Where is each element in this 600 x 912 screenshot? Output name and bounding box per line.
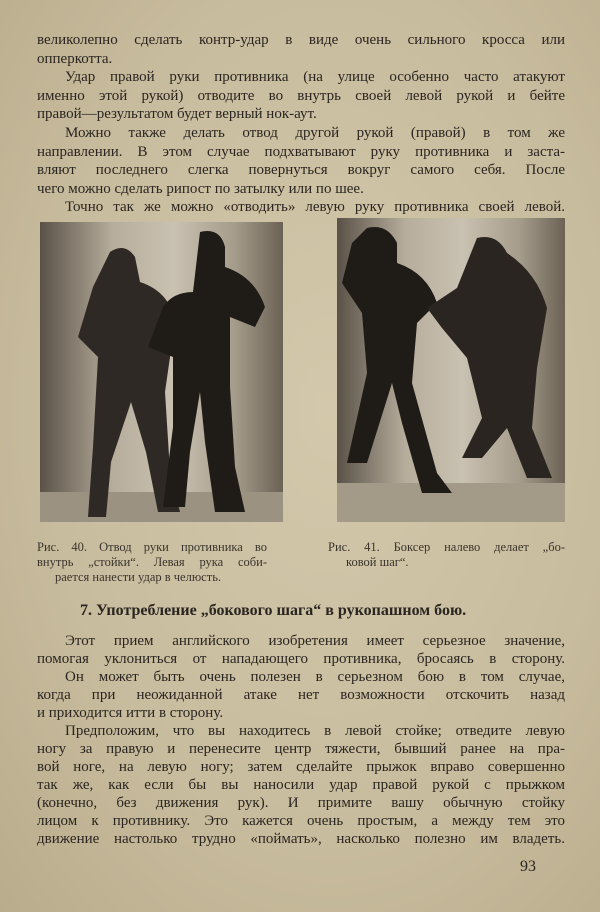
- text-line: помогая уклониться от нападающего противника, бросаясь в сторону.: [37, 651, 565, 667]
- caption-line: ковой шаг“.: [346, 555, 409, 569]
- text-line: вой ноге, на левую ногу; затем сделайте прыжок вправо совершенно: [37, 759, 565, 775]
- text-line: Предположим, что вы находитесь в левой стойке; отведите левую: [65, 723, 565, 739]
- page-number: 93: [520, 858, 536, 875]
- text-line: и приходится итти в сторону.: [37, 705, 224, 721]
- figure-40-caption: [37, 540, 267, 585]
- text-line: Он может быть очень полезен в серьезном бою в том случае,: [65, 669, 565, 685]
- top-text: [37, 31, 565, 217]
- text-line: опперкотта.: [37, 50, 113, 67]
- body-text: [37, 632, 565, 848]
- text-line: когда при неожиданной атаке нет возможности отскочить назад: [37, 687, 565, 703]
- caption-line: Рис. 41. Боксер налево делает „бо-: [328, 540, 565, 554]
- text-line: ногу за правую и перенесите центр тяжести, бывший ранее на пра-: [37, 741, 565, 757]
- text-line: Точно так же можно «отводить» левую руку противника своей левой.: [65, 199, 565, 216]
- text-line: именно этой рукой) отводите во внутрь своей левой рукой и бейте: [37, 87, 565, 104]
- text-line: правой—результатом будет верный нок-аут.: [37, 106, 317, 123]
- text-line: Этот прием английского изобретения имеет серьезное значение,: [65, 633, 565, 649]
- text-line: движение настолько трудно «поймать», насколько полезно им владеть.: [37, 831, 565, 847]
- text-line: так же, как если бы вы наносили удар правой рукой с прыжком: [37, 777, 565, 793]
- section-heading: 7. Употребление „бокового шага“ в рукопашном бою.: [80, 602, 467, 619]
- text-line: (конечно, без движения рук). И примите вашу обычную стойку: [37, 795, 565, 811]
- text-line: вляют последнего слегка повернуться вокруг самого себя. После: [37, 162, 565, 179]
- text-line: направлении. В этом случае подхватывают руку противника и заста-: [37, 143, 565, 160]
- text-line: Можно также делать отвод другой рукой (правой) в том же: [65, 124, 565, 141]
- text-line: Удар правой руки противника (на улице особенно часто атакуют: [65, 69, 565, 86]
- text-line: великолепно сделать контр-удар в виде очень сильного кросса или: [37, 32, 565, 48]
- figure-41-photo: [337, 218, 565, 522]
- figure-40-photo: [40, 222, 283, 522]
- caption-line: Рис. 40. Отвод руки противника во: [37, 540, 267, 554]
- figure-41-caption: [328, 540, 565, 570]
- text-line: чего можно сделать рипост по затылку или по шее.: [37, 180, 364, 197]
- caption-line: внутрь „стойки“. Левая рука соби-: [37, 555, 267, 569]
- text-line: лицом к противнику. Это кажется очень простым, а между тем это: [37, 813, 565, 829]
- caption-line: рается нанести удар в челюсть.: [55, 570, 222, 584]
